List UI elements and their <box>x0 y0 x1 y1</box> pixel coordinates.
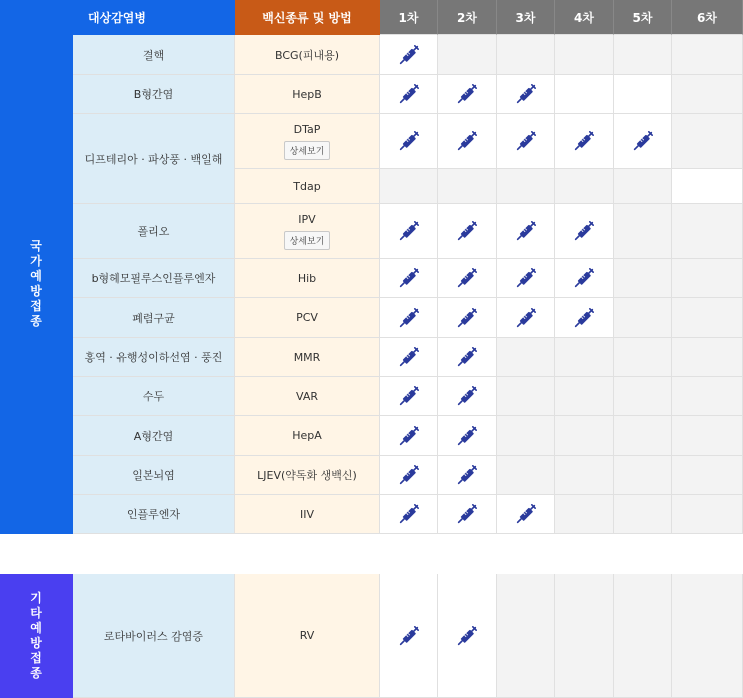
vaccine-cell <box>235 259 380 298</box>
dose-cell <box>438 259 497 298</box>
dose-cell <box>555 338 614 377</box>
disease-cell: 로타바이러스 감염증 <box>73 574 235 698</box>
syringe-icon <box>457 268 477 288</box>
dose-cell <box>497 204 555 259</box>
syringe-icon <box>516 504 536 524</box>
dose-cell <box>497 574 555 698</box>
vaccine-cell <box>235 456 380 495</box>
dose-cell <box>614 169 672 204</box>
syringe-icon <box>457 465 477 485</box>
syringe-icon <box>399 221 419 241</box>
dose-cell <box>555 495 614 534</box>
vaccine-cell <box>235 416 380 456</box>
dose-cell <box>614 416 672 456</box>
syringe-icon <box>399 84 419 104</box>
dose-cell <box>438 114 497 169</box>
dose-cell <box>614 75 672 114</box>
category-char: 종 <box>30 314 42 328</box>
vaccine-label: RV <box>299 629 315 642</box>
dose-cell <box>614 338 672 377</box>
dose-cell <box>555 298 614 338</box>
vaccine-cell <box>235 35 380 75</box>
dose-cell <box>438 298 497 338</box>
syringe-icon <box>516 308 536 328</box>
syringe-icon <box>399 504 419 524</box>
dose-6-header: 6차 <box>672 0 743 35</box>
vaccine-cell <box>235 204 380 259</box>
vaccine-cell <box>235 75 380 114</box>
dose-cell <box>672 377 743 416</box>
category-char: 국 <box>30 239 42 253</box>
vaccine-cell <box>235 377 380 416</box>
dose-cell <box>672 204 743 259</box>
disease-cell: b형헤모필루스인플루엔자 <box>73 259 235 298</box>
dose-cell <box>672 114 743 169</box>
syringe-icon <box>457 626 477 646</box>
dose-3-header: 3차 <box>497 0 555 35</box>
disease-cell: A형간염 <box>73 416 235 456</box>
dose-4-header: 4차 <box>555 0 614 35</box>
vaccine-label: PCV <box>296 311 318 324</box>
syringe-icon <box>399 268 419 288</box>
dose-cell <box>672 298 743 338</box>
dose-cell <box>614 298 672 338</box>
disease-cell: 결핵 <box>73 35 235 75</box>
dose-cell <box>672 35 743 75</box>
syringe-icon <box>399 386 419 406</box>
syringe-icon <box>516 221 536 241</box>
syringe-icon <box>457 131 477 151</box>
dose-cell <box>614 204 672 259</box>
dose-5-header: 5차 <box>614 0 672 35</box>
syringe-icon <box>457 504 477 524</box>
dose-cell <box>497 495 555 534</box>
dose-cell <box>497 298 555 338</box>
dose-cell <box>672 75 743 114</box>
detail-button[interactable]: 상세보기 <box>284 141 331 160</box>
vaccine-column-header: 백신종류 및 방법 <box>235 0 380 35</box>
dose-cell <box>614 495 672 534</box>
vaccine-cell <box>235 114 380 169</box>
syringe-icon <box>574 221 594 241</box>
syringe-icon <box>399 426 419 446</box>
syringe-icon <box>399 45 419 65</box>
dose-cell <box>380 456 438 495</box>
dose-cell <box>614 114 672 169</box>
dose-cell <box>672 456 743 495</box>
dose-cell <box>555 75 614 114</box>
dose-cell <box>555 114 614 169</box>
dose-1-header: 1차 <box>380 0 438 35</box>
dose-cell <box>438 35 497 75</box>
dose-cell <box>380 416 438 456</box>
dose-cell <box>672 259 743 298</box>
vaccine-label: Tdap <box>293 179 321 193</box>
vaccine-cell <box>235 338 380 377</box>
vaccine-label: IIV <box>299 507 314 521</box>
dose-cell <box>497 338 555 377</box>
syringe-icon <box>399 626 419 646</box>
disease-cell: 수두 <box>73 377 235 416</box>
vaccine-label: HepB <box>292 87 322 101</box>
dose-cell <box>380 338 438 377</box>
vaccine-label: DTaP <box>293 122 321 136</box>
syringe-icon <box>574 131 594 151</box>
syringe-icon <box>457 426 477 446</box>
syringe-icon <box>516 131 536 151</box>
dose-cell <box>672 416 743 456</box>
dose-cell <box>497 416 555 456</box>
vaccine-cell <box>235 298 380 338</box>
syringe-icon <box>457 84 477 104</box>
dose-cell <box>555 259 614 298</box>
dose-cell <box>438 416 497 456</box>
syringe-icon <box>399 131 419 151</box>
dose-cell <box>497 259 555 298</box>
dose-cell <box>380 169 438 204</box>
vaccine-cell <box>235 574 380 698</box>
dose-cell <box>497 377 555 416</box>
syringe-icon <box>399 347 419 367</box>
dose-cell <box>497 114 555 169</box>
dose-cell <box>614 259 672 298</box>
syringe-icon <box>399 308 419 328</box>
dose-cell <box>380 259 438 298</box>
category-char: 방 <box>30 284 42 298</box>
dose-cell <box>555 456 614 495</box>
dose-cell <box>438 574 497 698</box>
disease-cell: 인플루엔자 <box>73 495 235 534</box>
dose-cell <box>438 456 497 495</box>
syringe-icon <box>516 268 536 288</box>
disease-cell: B형간염 <box>73 75 235 114</box>
dose-cell <box>438 204 497 259</box>
vaccine-label: HepA <box>292 429 322 442</box>
disease-cell: 일본뇌염 <box>73 456 235 495</box>
category-char: 가 <box>30 254 42 268</box>
dose-cell <box>614 574 672 698</box>
dose-cell <box>555 204 614 259</box>
dose-cell <box>672 574 743 698</box>
category-char: 기 <box>30 590 42 605</box>
dose-cell <box>380 298 438 338</box>
vaccine-label: Hib <box>297 271 317 285</box>
dose-cell <box>497 35 555 75</box>
category-char: 예 <box>30 620 42 635</box>
dose-cell <box>438 495 497 534</box>
dose-cell <box>380 35 438 75</box>
dose-cell <box>555 574 614 698</box>
dose-2-header: 2차 <box>438 0 497 35</box>
disease-column-header: 대상감염병 <box>0 0 235 35</box>
dose-cell <box>380 114 438 169</box>
dose-cell <box>555 377 614 416</box>
syringe-icon <box>457 347 477 367</box>
syringe-icon <box>574 308 594 328</box>
dose-cell <box>380 574 438 698</box>
vaccine-cell <box>235 169 380 204</box>
category-char: 접 <box>30 650 42 665</box>
category-char: 타 <box>30 605 42 620</box>
dose-cell <box>438 338 497 377</box>
syringe-icon <box>457 308 477 328</box>
syringe-icon <box>399 465 419 485</box>
vaccine-label: VAR <box>296 389 318 403</box>
dose-cell <box>380 377 438 416</box>
dose-cell <box>614 456 672 495</box>
vaccine-label: LJEV(약독화 생백신) <box>257 469 357 482</box>
dose-cell <box>614 35 672 75</box>
dose-cell <box>438 169 497 204</box>
syringe-icon <box>574 268 594 288</box>
disease-cell: 폴리오 <box>73 204 235 259</box>
other-vaccination-category <box>0 574 73 698</box>
syringe-icon <box>457 386 477 406</box>
category-char: 방 <box>30 635 42 650</box>
dose-cell <box>555 416 614 456</box>
category-char: 접 <box>30 299 42 313</box>
dose-cell <box>380 75 438 114</box>
dose-cell <box>672 169 743 204</box>
dose-cell <box>614 377 672 416</box>
dose-cell <box>438 75 497 114</box>
dose-cell <box>438 377 497 416</box>
disease-cell: 폐렴구균 <box>73 298 235 338</box>
vaccine-cell <box>235 495 380 534</box>
category-char: 종 <box>30 665 42 680</box>
dose-cell <box>497 169 555 204</box>
dose-cell <box>497 75 555 114</box>
category-char: 예 <box>30 269 42 283</box>
vaccine-label: MMR <box>293 350 321 364</box>
national-vaccination-category <box>0 35 73 534</box>
syringe-icon <box>516 84 536 104</box>
dose-cell <box>380 495 438 534</box>
dose-cell <box>555 35 614 75</box>
disease-cell: 디프테리아 · 파상풍 · 백일해 <box>73 114 235 204</box>
dose-cell <box>672 495 743 534</box>
vaccine-label: IPV <box>298 212 316 226</box>
disease-cell: 홍역 · 유행성이하선염 · 풍진 <box>73 338 235 377</box>
syringe-icon <box>457 221 477 241</box>
vaccine-label: BCG(피내용) <box>274 48 340 62</box>
dose-cell <box>380 204 438 259</box>
syringe-icon <box>633 131 653 151</box>
dose-cell <box>497 456 555 495</box>
dose-cell <box>672 338 743 377</box>
detail-button[interactable]: 상세보기 <box>284 231 331 250</box>
dose-cell <box>555 169 614 204</box>
